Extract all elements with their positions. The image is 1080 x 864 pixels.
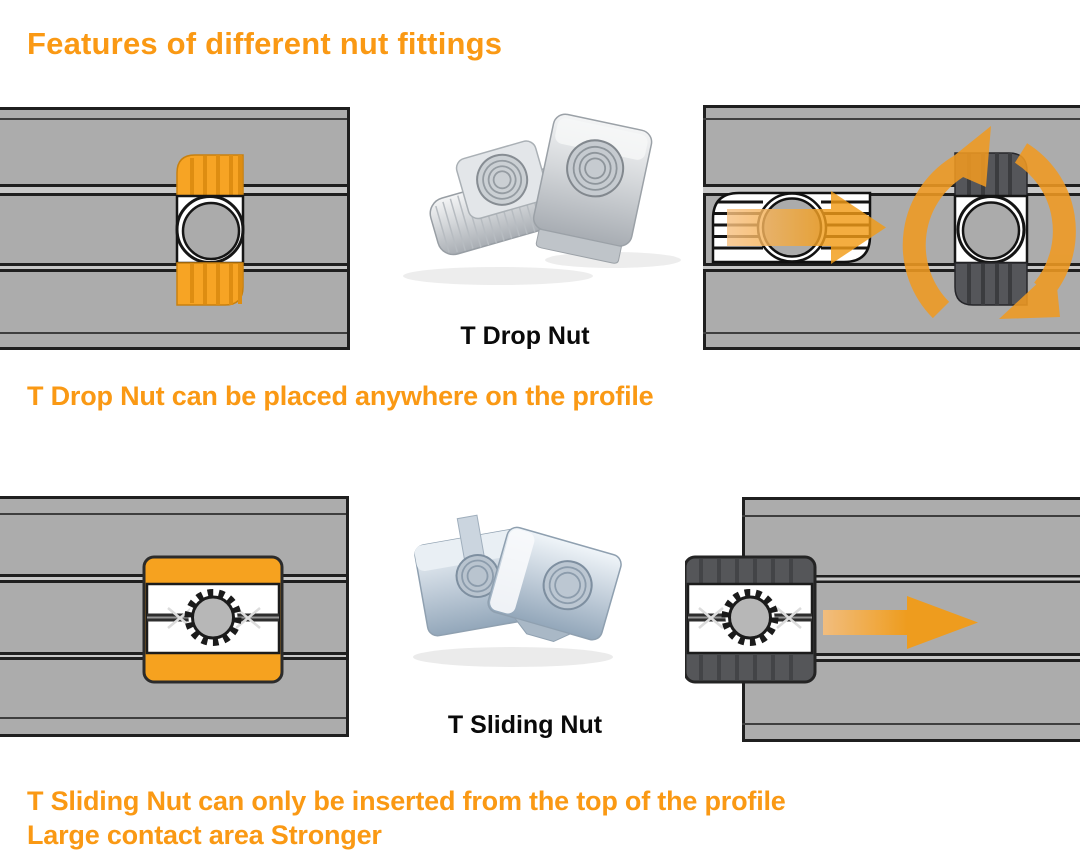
- drop-nut-back: [528, 112, 654, 266]
- t-sliding-nut-photo: [398, 497, 648, 672]
- nut-hole: [730, 597, 771, 638]
- drop-nut-top-view-orange: [177, 155, 243, 305]
- sliding-nut-front-view-orange: [144, 557, 282, 682]
- drop-nut-description: T Drop Nut can be placed anywhere on the profile: [27, 381, 654, 411]
- nut-hole: [193, 597, 234, 638]
- profile-with-drop-nut-diagram: [0, 107, 350, 350]
- nut-hole: [963, 203, 1019, 259]
- sliding-nut-description: [27, 784, 786, 852]
- drop-nut-slide-and-rotate-diagram: [703, 105, 1080, 350]
- sliding-nut-insert-diagram: [685, 497, 1080, 742]
- page-title: Features of different nut fittings: [27, 26, 503, 61]
- sliding-nut-caption: T Sliding Nut: [447, 711, 603, 739]
- t-drop-nut-photo: [398, 100, 688, 295]
- profile-with-sliding-nut-diagram: [0, 496, 349, 737]
- sliding-nut-description-line1: T Sliding Nut can only be inserted from the top of the profile: [27, 786, 786, 816]
- sliding-nut-description-line2: Large contact area Stronger: [27, 820, 382, 850]
- drop-nut-caption: T Drop Nut: [460, 322, 590, 350]
- sliding-nut-front-view-gray: [685, 557, 815, 682]
- nut-hole: [183, 203, 239, 259]
- aluminum-profile: [0, 107, 350, 350]
